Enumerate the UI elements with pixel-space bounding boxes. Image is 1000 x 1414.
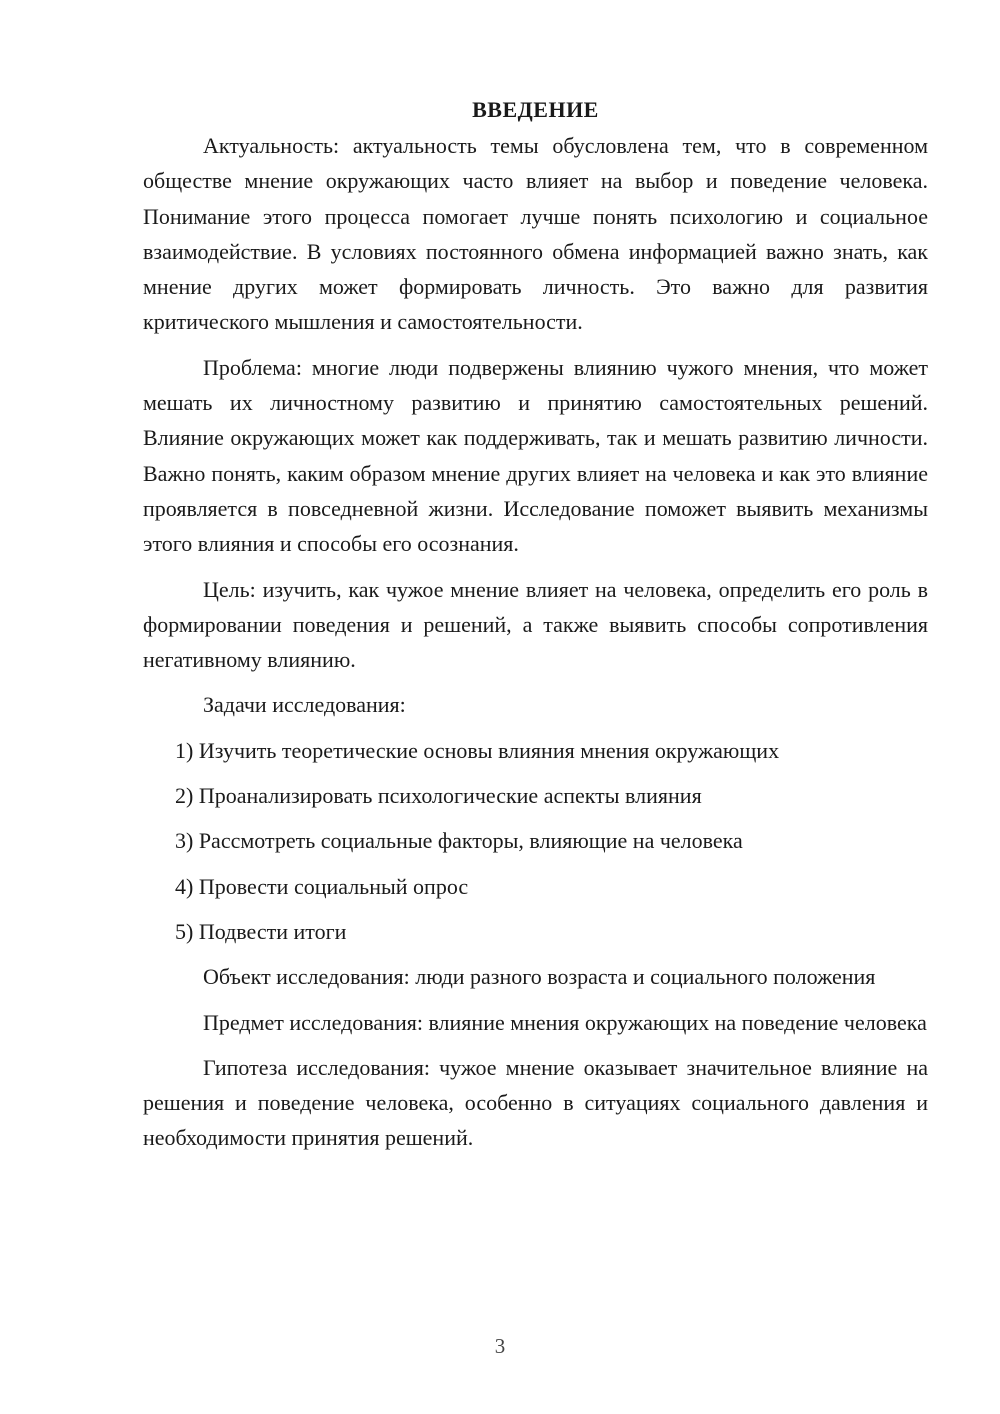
task-list [143,733,928,949]
list-item: 4) Провести социальный опрос [175,873,469,899]
paragraph-object: Объект исследования: люди разного возраста и социального положения [203,964,876,990]
paragraph-relevance: Актуальность: актуальность темы обусловлена тем, что в современном обществе мнение окружающих часто влияет на выбор и поведение человека. Понимание этого процесса помогает лучше понять психологию и социальное взаимодействие. В условиях постоянного обмена информацией важно знать, как мнение других может формировать личность. Это важно для развития критического мышления и самостоятельности. [143,133,928,335]
page-title: ВВЕДЕНИЕ [472,97,599,122]
list-item: 1) Изучить теоретические основы влияния мнения окружающих [175,737,780,763]
paragraph-tasks-heading: Задачи исследования: [203,692,406,718]
paragraph-subject: Предмет исследования: влияние мнения окружающих на поведение человека [203,1009,927,1035]
list-item: 2) Проанализировать психологические аспекты влияния [175,783,702,809]
list-item: 3) Рассмотреть социальные факторы, влияющие на человека [175,828,743,854]
document-page [143,94,928,1166]
paragraph-goal: Цель: изучить, как чужое мнение влияет на человека, определить его роль в формировании поведения и решений, а также выявить способы сопротивления негативному влиянию. [143,576,928,673]
list-item: 5) Подвести итоги [175,918,347,944]
paragraph-hypothesis: Гипотеза исследования: чужое мнение оказывает значительное влияние на решения и поведение человека, особенно в ситуациях социального давления и необходимости принятия решений. [143,1054,928,1151]
page-number: 3 [494,1334,506,1358]
paragraph-problem: Проблема: многие люди подвержены влиянию чужого мнения, что может мешать их личностному развитию и принятию самостоятельных решений. Влияние окружающих может как поддерживать, так и мешать развитию личности. Важно понять, каким образом мнение других влияет на человека и как это влияние проявляется в повседневной жизни. Исследование поможет выявить механизмы этого влияния и способы его осознания. [143,354,928,557]
